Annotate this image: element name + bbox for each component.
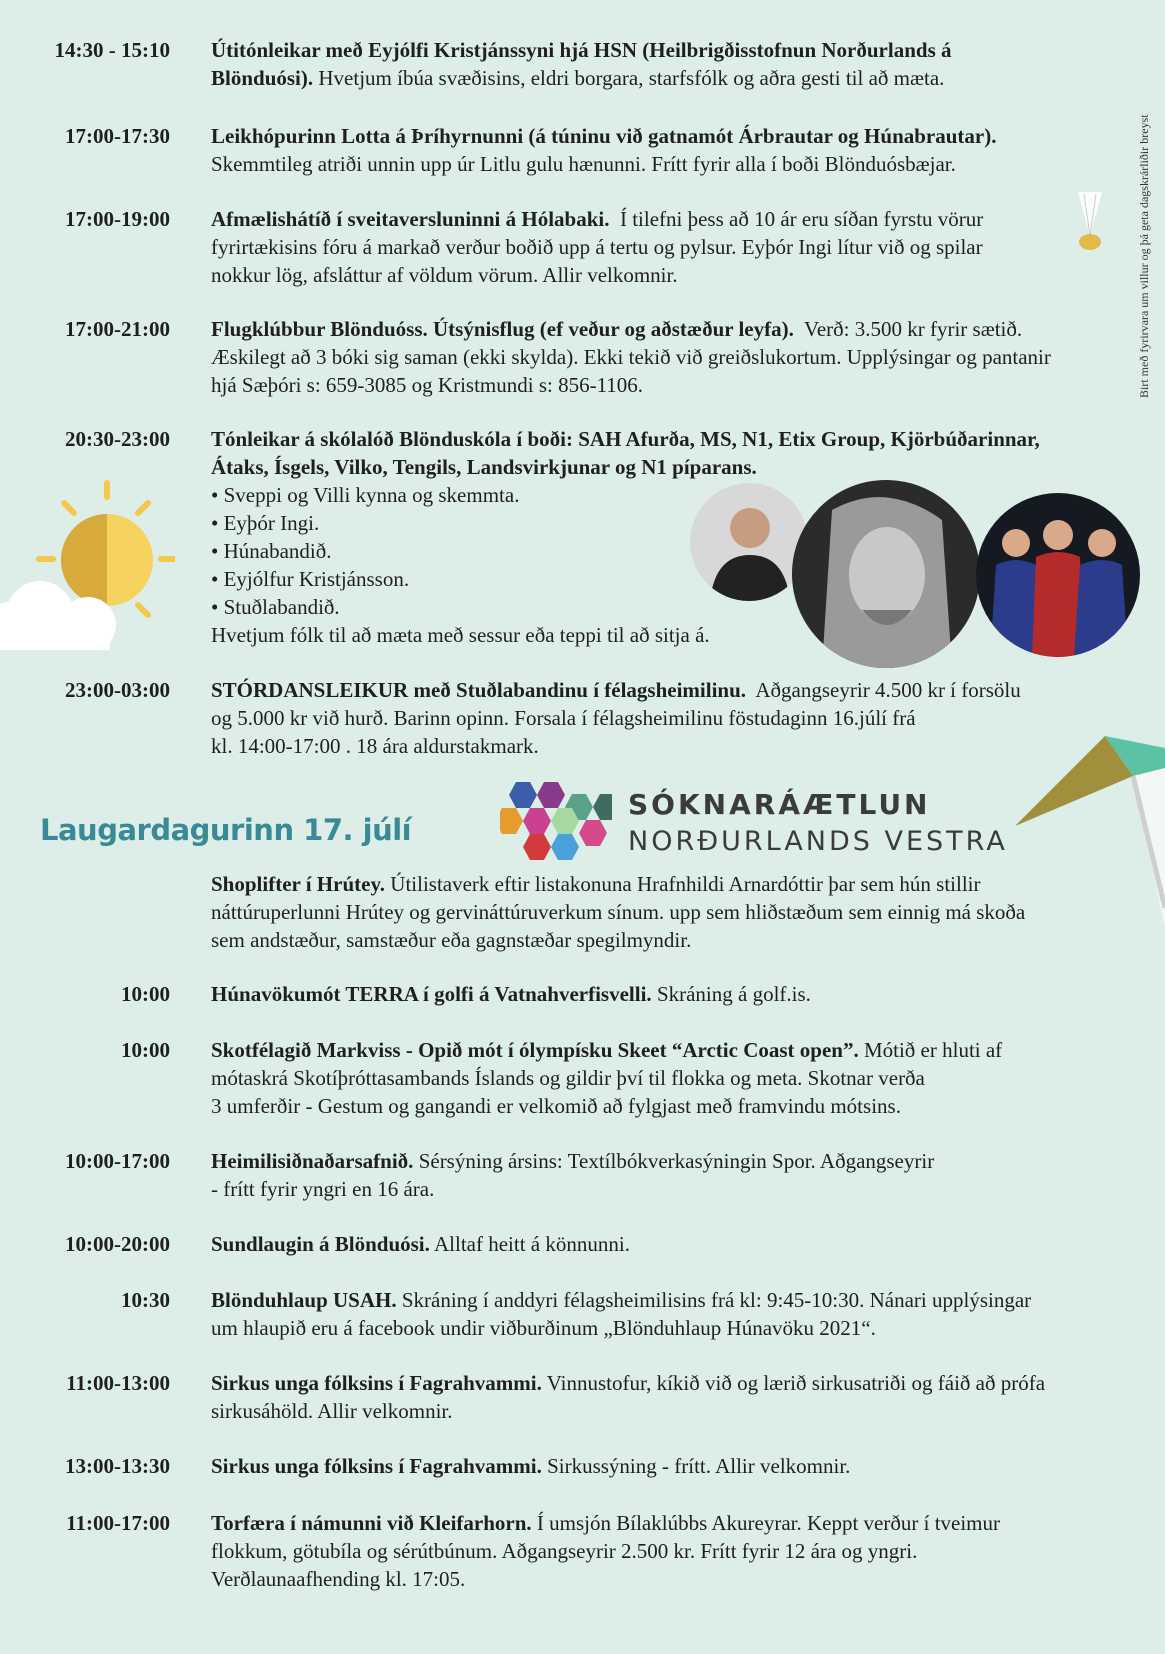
event-desc: náttúruperlunni Hrútey og gervináttúruverkum sínum. upp sem hliðstæðum sem einnig má skoða (211, 900, 1026, 924)
sun-cloud-illustration (0, 470, 175, 650)
event-desc: og 5.000 kr við hurð. Barinn opinn. Forsala í félagsheimilinu föstudaginn 16.júlí frá (211, 706, 916, 730)
list-item: • Húnabandið. (211, 537, 1040, 565)
event-title: STÓRDANSLEIKUR með Stuðlabandinu í félagsheimilinu. (211, 678, 747, 702)
list-item: • Eyþór Ingi. (211, 509, 1040, 537)
event-desc: - frítt fyrir yngri en 16 ára. (211, 1177, 435, 1201)
event-title: Sundlaugin á Blönduósi. (211, 1232, 430, 1256)
event-desc: fyrirtækisins fóru á markað verður boðið upp á tertu og pylsur. Eyþór Ingi lítur við og spilar (211, 235, 983, 259)
event-time: 23:00-03:00 (65, 678, 170, 702)
event-body (211, 1452, 850, 1480)
event-time: 11:00-17:00 (66, 1511, 170, 1535)
event-title-cont: Blönduósi). (211, 66, 314, 90)
event-desc: Í tilefni þess að 10 ár eru síðan fyrstu vörur (619, 207, 984, 231)
event-time: 13:00-13:30 (65, 1454, 170, 1478)
event-title-cont: Átaks, Ísgels, Vilko, Tengils, Landsvirkjunar og N1 píparans. (211, 455, 757, 479)
event-time: 11:00-13:00 (66, 1371, 170, 1395)
event-desc: Sérsýning ársins: Textílbókverkasýningin Spor. Aðgangseyrir (418, 1149, 935, 1173)
event-desc: 3 umferðir - Gestum og gangandi er velkomið að fylgjast með framvindu mótsins. (211, 1094, 901, 1118)
event-body (211, 205, 983, 289)
event-body (211, 425, 1040, 649)
event-desc: Hvetjum íbúa svæðisins, eldri borgara, starfsfólk og aðra gesti til að mæta. (318, 66, 945, 90)
event-desc: Mótið er hluti af (863, 1038, 1003, 1062)
event-desc: Útilistaverk eftir listakonuna Hrafnhildi Arnardóttir þar sem hún stillir (390, 872, 981, 896)
event-title: Shoplifter í Hrútey. (211, 872, 386, 896)
event-time: 10:00-20:00 (65, 1232, 170, 1256)
list-item: • Sveppi og Villi kynna og skemmta. (211, 481, 1040, 509)
event-body (211, 1286, 1031, 1342)
event-title: Flugklúbbur Blönduóss. Útsýnisflug (ef veður og aðstæður leyfa). (211, 317, 794, 341)
event-desc: mótaskrá Skotíþróttasambands Íslands og gildir því til flokka og meta. Skotnar verða (211, 1066, 925, 1090)
umbrella-illustration (1015, 728, 1165, 928)
event-body (211, 676, 1021, 760)
event-title: Heimilisiðnaðarsafnið. (211, 1149, 414, 1173)
event-desc: hjá Sæþóri s: 659-3085 og Kristmundi s: 856-1106. (211, 373, 644, 397)
event-time: 17:00-19:00 (65, 207, 170, 231)
performer-list (211, 481, 1040, 621)
shuttlecock-icon (1070, 190, 1110, 256)
event-time: 20:30-23:00 (65, 427, 170, 451)
logo-text-line1: SÓKNARÁÆTLUN (628, 788, 931, 821)
event-desc: Í umsjón Bílaklúbbs Akureyrar. Keppt verður í tveimur (536, 1511, 1001, 1535)
event-desc: Skráning í anddyri félagsheimilisins frá kl: 9:45-10:30. Nánari upplýsingar (401, 1288, 1032, 1312)
event-desc: Vinnustofur, kíkið við og lærið sirkusatriði og fáið að prófa (546, 1371, 1046, 1395)
event-desc: sirkusáhöld. Allir velkomnir. (211, 1399, 453, 1423)
event-title: Útitónleikar með Eyjólfi Kristjánssyni hjá HSN (Heilbrigðisstofnun Norðurlands á (211, 38, 952, 62)
event-body (211, 1147, 934, 1203)
event-title: Leikhópurinn Lotta á Þríhyrnunni (á túninu við gatnamót Árbrautar og Húnabrautar). (211, 124, 997, 148)
event-time: 14:30 - 15:10 (54, 38, 170, 62)
event-desc: flokkum, götubíla og sérútbúnum. Aðgangseyrir 2.500 kr. Frítt fyrir 12 ára og yngri. (211, 1539, 918, 1563)
event-title: Sirkus unga fólksins í Fagrahvammi. (211, 1454, 542, 1478)
list-item: • Stuðlabandið. (211, 593, 1040, 621)
event-desc: Verð: 3.500 kr fyrir sætið. (803, 317, 1023, 341)
event-title: Sirkus unga fólksins í Fagrahvammi. (211, 1371, 542, 1395)
event-desc: Alltaf heitt á könnunni. (433, 1232, 630, 1256)
event-body (211, 1509, 1000, 1593)
day-heading: Laugardagurinn 17. júlí (40, 813, 412, 847)
event-body (211, 980, 811, 1008)
event-desc: Hvetjum fólk til að mæta með sessur eða teppi til að sitja á. (211, 623, 710, 647)
event-body (211, 1369, 1045, 1425)
event-desc: Verðlaunaafhending kl. 17:05. (211, 1567, 466, 1591)
event-time: 10:00 (121, 982, 170, 1006)
event-title: Blönduhlaup USAH. (211, 1288, 397, 1312)
event-desc: Aðgangseyrir 4.500 kr í forsölu (755, 678, 1021, 702)
event-body (211, 1230, 630, 1258)
disclaimer-note: Birt með fyrirvara um villur og þá geta dagskrárliðir breyst (1137, 114, 1151, 398)
logo-text-line2: NORÐURLANDS VESTRA (628, 826, 1008, 857)
event-body (211, 122, 996, 178)
event-title: Húnavökumót TERRA í golfi á Vatnahverfisvelli. (211, 982, 652, 1006)
list-item: • Eyjólfur Kristjánsson. (211, 565, 1040, 593)
event-desc: sem andstæður, samstæður eða gagnstæðar spegilmyndir. (211, 928, 692, 952)
event-time: 10:30 (121, 1288, 170, 1312)
event-desc: Sirkussýning - frítt. Allir velkomnir. (547, 1454, 851, 1478)
event-body (211, 36, 952, 92)
event-body (211, 870, 1025, 954)
event-time: 17:00-21:00 (65, 317, 170, 341)
event-body (211, 315, 1051, 399)
event-time: 10:00-17:00 (65, 1149, 170, 1173)
event-title: Skotfélagið Markviss - Opið mót í ólympísku Skeet “Arctic Coast open”. (211, 1038, 859, 1062)
event-title: Tónleikar á skólalóð Blönduskóla í boði: SAH Afurða, MS, N1, Etix Group, Kjörbúðarinnar, (211, 427, 1040, 451)
event-desc: Skemmtileg atriði unnin upp úr Litlu gulu hænunni. Frítt fyrir alla í boði Blönduósbæjar. (211, 152, 956, 176)
event-time: 17:00-17:30 (65, 124, 170, 148)
event-body (211, 1036, 1002, 1120)
event-time: 10:00 (121, 1038, 170, 1062)
event-title: Afmælishátíð í sveitaversluninni á Hólabaki. (211, 207, 610, 231)
event-desc: Æskilegt að 3 bóki sig saman (ekki skylda). Ekki tekið við greiðslukortum. Upplýsingar og pantanir (211, 345, 1051, 369)
event-desc: kl. 14:00-17:00 . 18 ára aldurstakmark. (211, 734, 539, 758)
soknaraaetlun-logo-icon (500, 778, 612, 868)
event-desc: Skráning á golf.is. (656, 982, 811, 1006)
event-desc: um hlaupið eru á facebook undir viðburðinum „Blönduhlaup Húnavöku 2021“. (211, 1316, 876, 1340)
event-desc: nokkur lög, afsláttur af völdum vörum. Allir velkomnir. (211, 263, 678, 287)
event-title: Torfæra í námunni við Kleifarhorn. (211, 1511, 532, 1535)
